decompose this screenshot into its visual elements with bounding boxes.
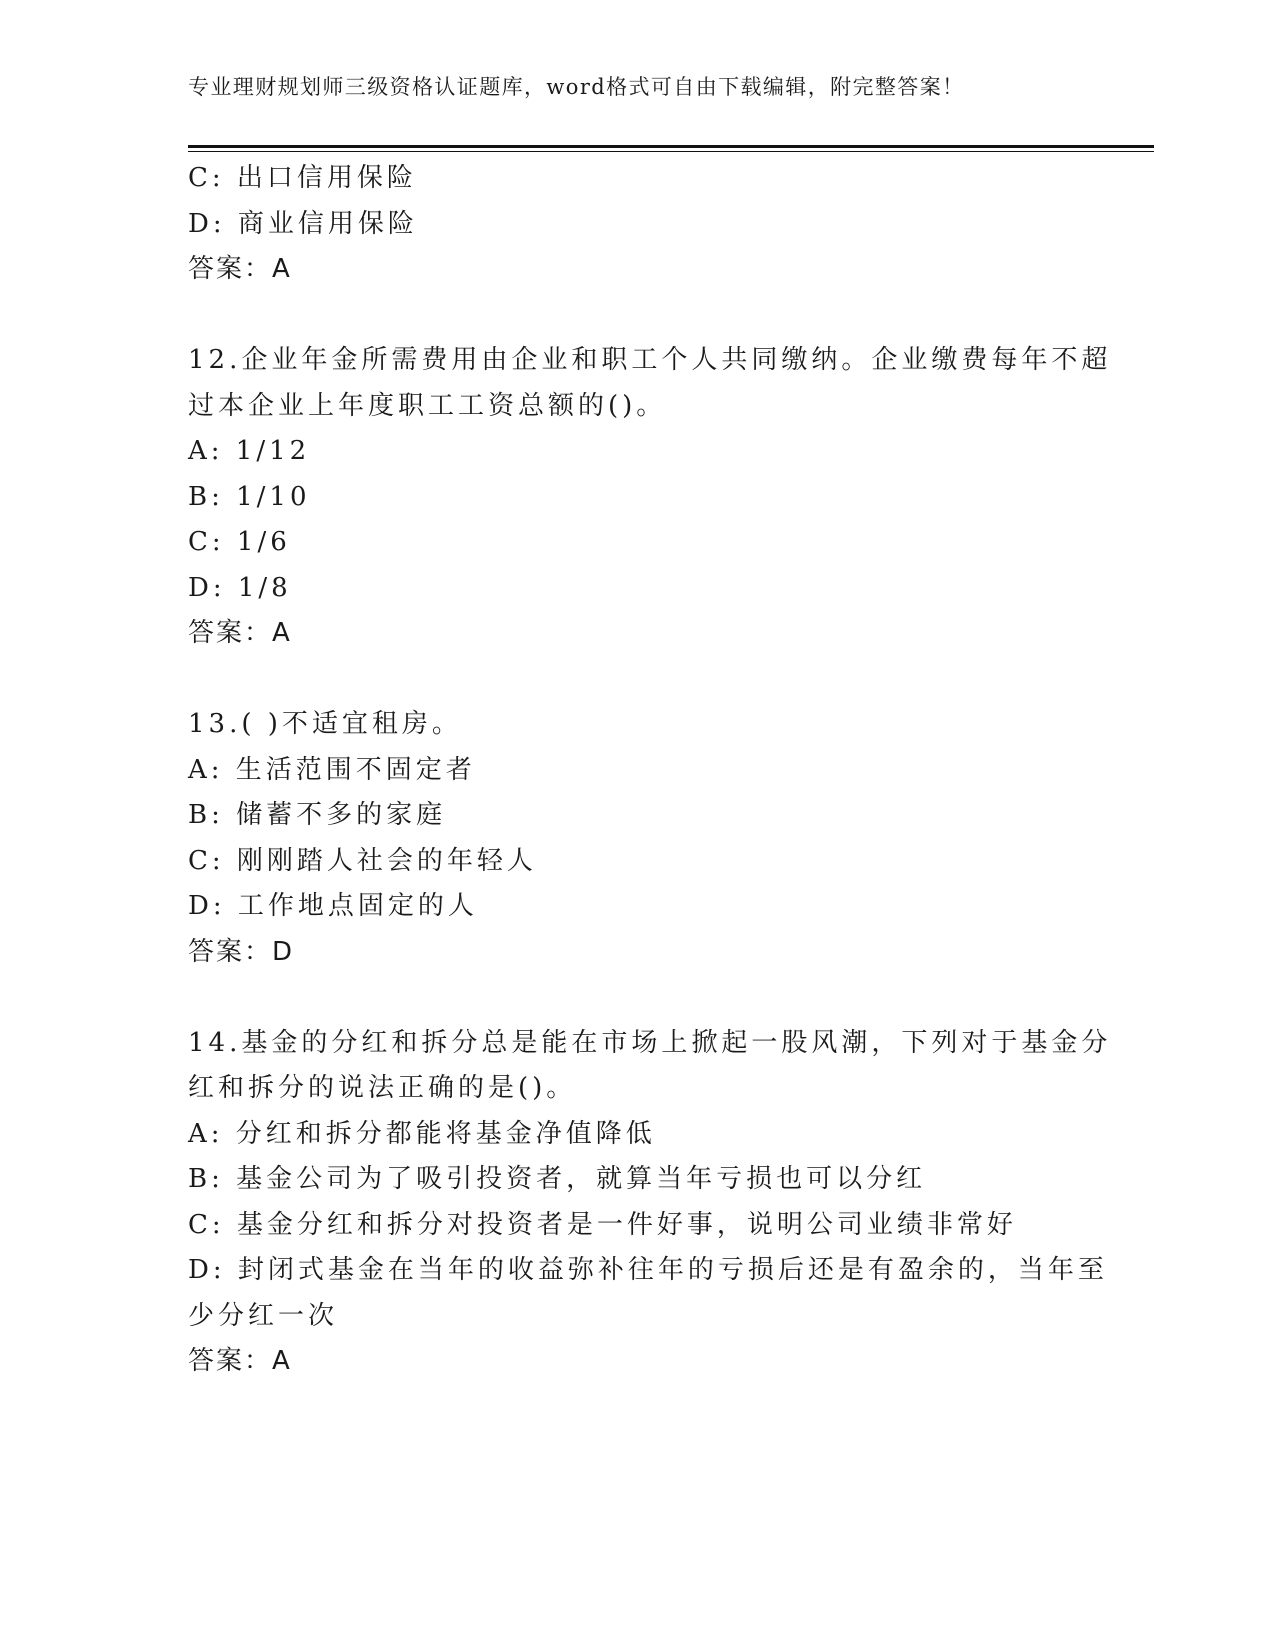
spacer xyxy=(188,975,1088,1021)
header-rule-thick xyxy=(188,145,1154,148)
spacer xyxy=(188,293,1088,339)
question-14 xyxy=(188,1021,1112,1385)
header-rule-thin xyxy=(188,151,1154,152)
question-stem-line: 12.企业年金所需费用由企业和职工个人共同缴纳。企业缴费每年不超 xyxy=(188,345,1112,375)
page-header: 专业理财规划师三级资格认证题库，word格式可自由下载编辑，附完整答案！ xyxy=(188,75,965,99)
option-a: A: 分红和拆分都能将基金净值降低 xyxy=(188,1118,656,1149)
option-d-continued: 少分红一次 xyxy=(188,1300,339,1331)
option-b: B: 1/10 xyxy=(188,481,311,512)
option-d: D: 工作地点固定的人 xyxy=(188,891,478,921)
option-c: C: 出口信用保险 xyxy=(188,163,417,193)
option-c: C: 基金分红和拆分对投资者是一件好事，说明公司业绩非常好 xyxy=(188,1209,1017,1240)
option-a: A: 1/12 xyxy=(188,436,311,466)
question-stem-line: 红和拆分的说法正确的是()。 xyxy=(188,1073,577,1103)
answer-line: 答案：A xyxy=(188,1346,292,1376)
question-stem-line: 13.( )不适宜租房。 xyxy=(188,709,462,739)
answer-line: 答案：A xyxy=(188,618,292,648)
question-13 xyxy=(188,702,1088,975)
question-stem-line: 过本企业上年度职工工资总额的()。 xyxy=(188,390,667,421)
option-a: A: 生活范围不固定者 xyxy=(188,754,476,785)
option-b: B: 基金公司为了吸引投资者，就算当年亏损也可以分红 xyxy=(188,1164,927,1194)
spacer xyxy=(188,657,1088,703)
option-c: C: 1/6 xyxy=(188,527,291,557)
option-c: C: 刚刚踏人社会的年轻人 xyxy=(188,845,537,876)
question-11-tail xyxy=(188,156,1088,293)
option-d: D: 商业信用保险 xyxy=(188,208,418,239)
answer-line: 答案：A xyxy=(188,254,292,284)
option-d: D: 封闭式基金在当年的收益弥补往年的亏损后还是有盈余的，当年至 xyxy=(188,1255,1108,1285)
option-d: D: 1/8 xyxy=(188,572,292,603)
question-12 xyxy=(188,338,1112,657)
answer-line: 答案：D xyxy=(188,936,295,967)
option-b: B: 储蓄不多的家庭 xyxy=(188,800,447,830)
question-stem-line: 14.基金的分红和拆分总是能在市场上掀起一股风潮，下列对于基金分 xyxy=(188,1027,1112,1058)
question-content xyxy=(188,156,1112,1385)
